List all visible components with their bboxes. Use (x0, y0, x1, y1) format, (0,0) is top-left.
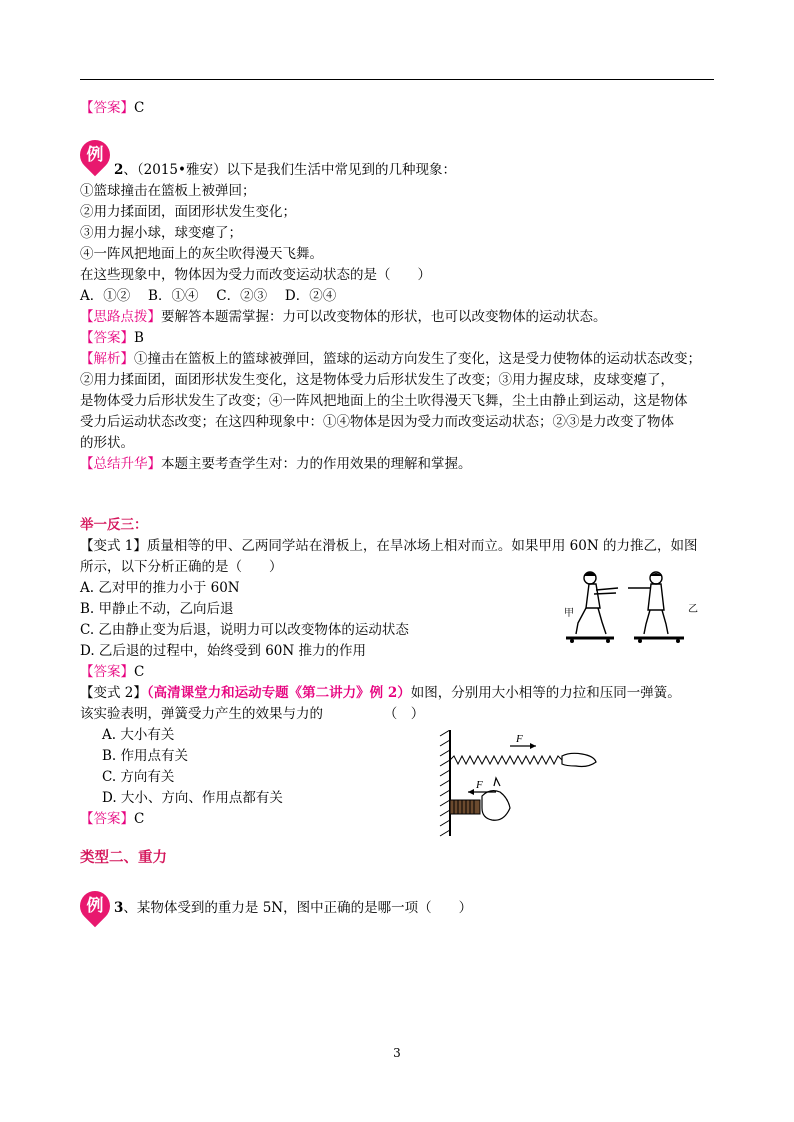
example3-number: 3 (114, 900, 124, 916)
example3-text: 3、某物体受到的重力是 5N，图中正确的是哪一项（ ） (114, 900, 473, 916)
answer-tag: 【答案】 (80, 811, 134, 827)
analysis-tag: 【解析】 (80, 351, 134, 367)
example2-analysis-1: 【解析】①撞击在篮板上的篮球被弹回，篮球的运动方向发生了变化，这是受力使物体的运动状态改变； (80, 351, 701, 367)
answer-tag: 【答案】 (80, 664, 134, 680)
practice-heading: 举一反三： (80, 517, 148, 533)
variant1-line-2: 所示，以下分析正确的是（ ） (80, 559, 283, 575)
variant2-option-a: A. 大小有关 (102, 727, 175, 743)
example2-hint: 【思路点拨】要解答本题需掌握：力可以改变物体的形状，也可以改变物体的运动状态。 (80, 309, 607, 325)
label-jia: 甲 (564, 608, 574, 619)
example3-badge-icon: 例 (86, 896, 104, 916)
variant1-option-a: A. 乙对甲的推力小于 60N (80, 580, 240, 596)
variant1-option-b: B. 甲静止不动，乙向后退 (80, 601, 234, 617)
example2-source: 2、（2015•雅安）以下是我们生活中常见到的几种现象： (114, 162, 456, 178)
variant1-line-1: 【变式 1】质量相等的甲、乙两同学站在滑板上，在旱冰场上相对而立。如果甲用 60N 的力推乙，如图 (80, 538, 698, 554)
example2-analysis-5: 的形状。 (80, 435, 134, 451)
example2-options: A．①② B．①④ C．②③ D．②④ (80, 288, 337, 304)
example2-item-1: ①篮球撞击在篮板上被弹回； (80, 183, 256, 199)
variant2-line-2: 该实验表明，弹簧受力产生的效果与力的 （ ） (80, 706, 425, 722)
example2-summary: 【总结升华】本题主要考查学生对：力的作用效果的理解和掌握。 (80, 456, 472, 472)
label-yi: 乙 (688, 604, 698, 615)
variant2-answer: 【答案】C (80, 811, 145, 827)
example-badge-icon: 例 (86, 145, 104, 165)
hint-tag: 【思路点拨】 (80, 309, 161, 325)
example2-analysis-2: ②用力揉面团，面团形状发生变化，这是物体受力后形状发生了改变；③用力握皮球，皮球变瘪了， (80, 372, 674, 388)
variant2-option-c: C. 方向有关 (102, 769, 175, 785)
variant2-source: （高清课堂力和运动专题《第二讲力》例 2） (146, 685, 411, 701)
type2-heading: 类型二、重力 (80, 850, 167, 866)
answer-value: C (134, 100, 145, 116)
example2-question: 在这些现象中，物体因为受力而改变运动状态的是（ ） (80, 267, 431, 283)
variant1-answer: 【答案】C (80, 664, 145, 680)
answer-tag: 【答案】 (80, 100, 134, 116)
label-f-bottom: F (476, 779, 483, 791)
spring-figure (438, 730, 598, 838)
variant1-tag: 【变式 1】 (80, 538, 147, 554)
answer-line-top (80, 98, 144, 119)
skaters-figure (556, 568, 714, 648)
variant1-option-d: D. 乙后退的过程中，始终受到 60N 推力的作用 (80, 643, 366, 659)
answer-tag: 【答案】 (80, 330, 134, 346)
variant2-tag: 【变式 2】 (80, 685, 147, 701)
variant2-option-b: B. 作用点有关 (102, 748, 189, 764)
summary-tag: 【总结升华】 (80, 456, 161, 472)
variant1-option-c: C. 乙由静止变为后退，说明力可以改变物体的运动状态 (80, 622, 409, 638)
header-rule (80, 79, 714, 80)
label-f-top: F (516, 733, 523, 745)
example2-analysis-4: 受力后运动状态改变；在这四种现象中：①④物体是因为受力而改变运动状态；②③是力改变了物体 (80, 414, 674, 430)
variant2-option-d: D. 大小、方向、作用点都有关 (102, 790, 283, 806)
page-number: 3 (393, 1046, 401, 1060)
example2-item-2: ②用力揉面团，面团形状发生变化； (80, 204, 296, 220)
variant2-line-1: 【变式 2】（高清课堂力和运动专题《第二讲力》例 2）如图，分别用大小相等的力拉和压同一弹簧。 (80, 685, 681, 701)
example2-analysis-3: 是物体受力后形状发生了改变；④一阵风把地面上的尘土吹得漫天飞舞，尘土由静止到运动，这是物体 (80, 393, 688, 409)
example2-item-3: ③用力握小球，球变瘪了； (80, 225, 242, 241)
example2-answer: 【答案】B (80, 330, 144, 346)
example2-item-4: ④一阵风把地面上的灰尘吹得漫天飞舞。 (80, 246, 323, 262)
example2-number: 2 (114, 162, 124, 178)
